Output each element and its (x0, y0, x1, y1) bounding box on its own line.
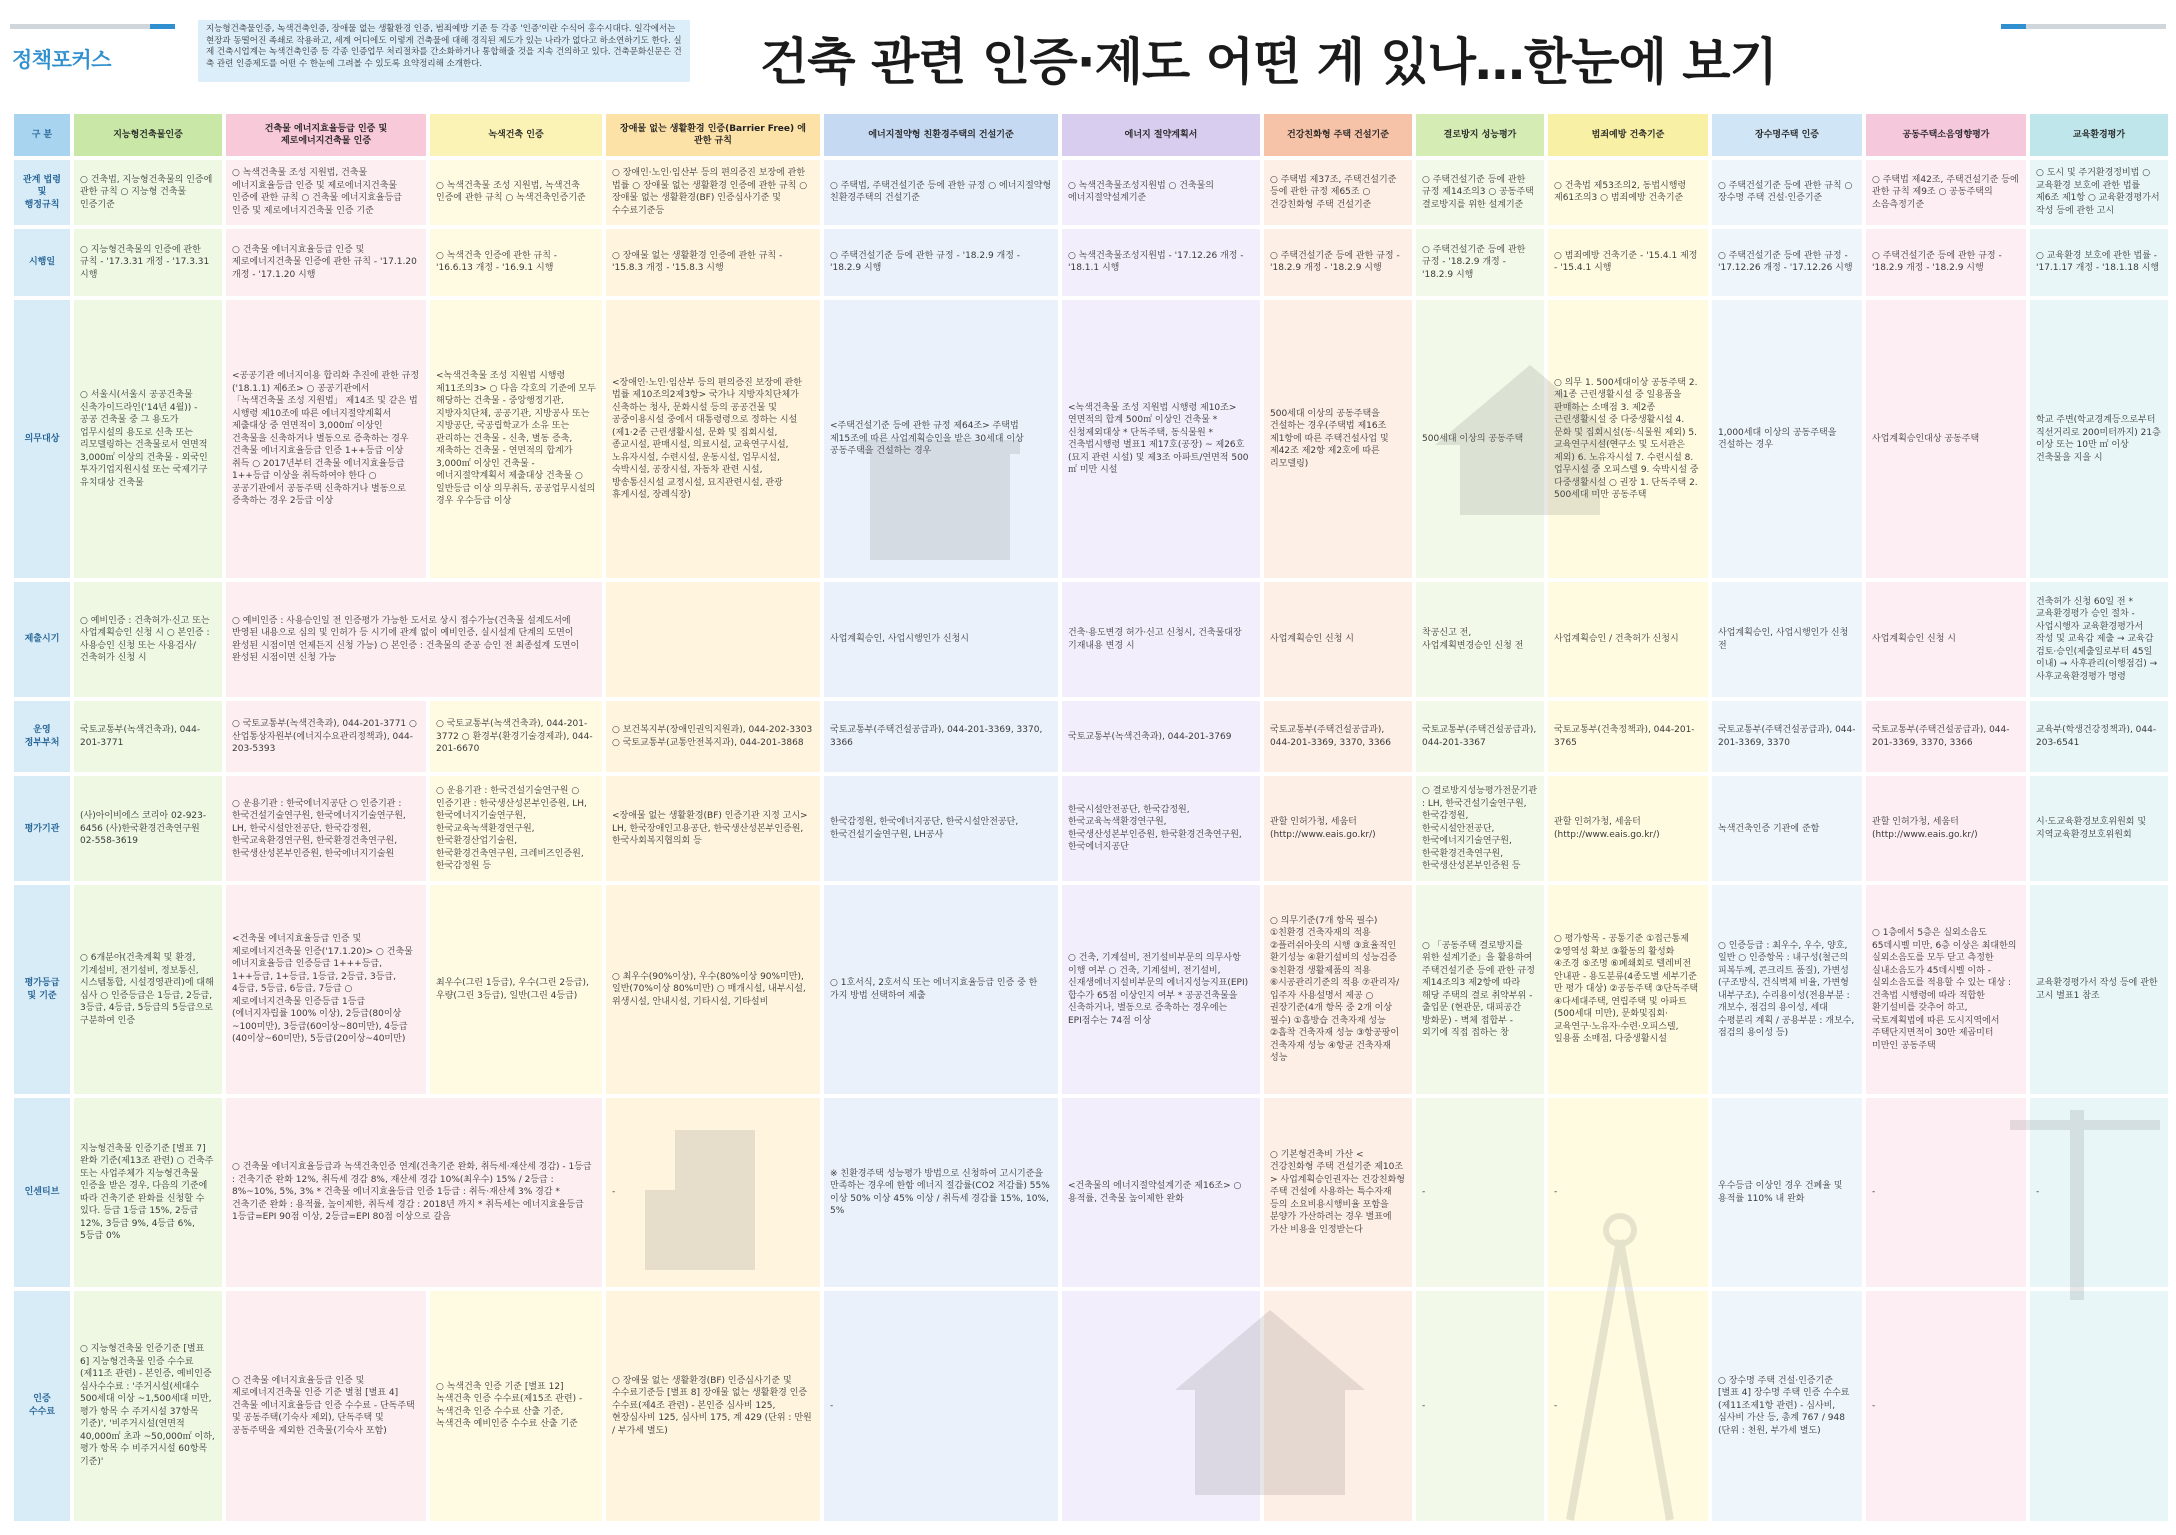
table-cell: ※ 친환경주택 성능평가 방법으로 신청하여 고시기준을 만족하는 경우에 한함 에너지 절감률(CO2 저감률) 55% 이상 50% 이상 45% 이상 / 취득세 경감률 15%, 10%, 5% (824, 1098, 1058, 1286)
table-cell: - (1548, 1291, 1708, 1521)
table-cell: ○ 녹색건축물조성지원법 ○ 건축물의 에너지절약설계기준 (1062, 160, 1260, 225)
table-cell: ○ 평가항목 - 공통기준 ①접근통제 ②영역성 확보 ③활동의 활성화 ④조경 ⑤조명 ⑥폐쇄회로 텔레비전 안내판 - 용도분류(4종도별 세부기준 만 평가 대상) ②공동주택 ③단독주택 ④다세대주택, 연립주택 및 아파트(500세대 미만), 문화및집회·교육연구·노유자·수련·오피스텔, 일용품 소매점, 다중생활시설 (1548, 885, 1708, 1094)
table-cell: ○ 건축물 에너지효율등급 인증 및 제로에너지건축물 인증 기준 별첨 [별표 4] 건축물 에너지효율등급 인증 수수료 - 단독주택 및 공동주택(기숙사 제외), 단독주택 및 공동주택을 제외한 건축물(기숙사 포함) (226, 1291, 426, 1521)
table-cell: - (606, 1098, 820, 1286)
table-cell: ○ 주택법 제37조, 주택건설기준 등에 관한 규정 제65조 ○ 건강친화형 주택 건설기준 (1264, 160, 1412, 225)
corner-header: 구 분 (14, 114, 70, 156)
table-cell: ○ 서울시(서울시 공공건축물 신축가이드라인('14년 4월)) - 공공 건축물 중 그 용도가 업무시설의 용도로 신축 또는 리모델링하는 건축물로서 연면적 3,000㎡ 이상의 건축물 - 외국인 투자기업지원시설 또는 국제기구 유치대상 건축물 (74, 300, 222, 578)
table-cell: ○ 최우수(90%이상), 우수(80%이상 90%미만), 일반(70%이상 80%미만) ○ 매개시설, 내부시설, 위생시설, 안내시설, 기타시설, 기타설비 (606, 885, 820, 1094)
table-cell: - (1866, 1098, 2026, 1286)
table-cell: ○ 지능형건축물 인증기준 [별표 6] 지능형건축물 인증 수수료(제11조 관련) - 본인증, 예비인증 심사수수료 : '주거시설(세대수 500세대 이상 ~1,500세대 미만, 평가 항목 수 주거시설 37항목 기준)', '비주거시설(연면적 40,000㎡ 초과 ~50,000㎡ 이하, 평가 항목 수 비주거시설 60항목 기준)' (74, 1291, 222, 1521)
table-cell: ○ 장애인·노인·임산부 등의 편의증진 보장에 관한 법률 ○ 장애물 없는 생활환경 인증에 관한 규칙 ○ 장애물 없는 생활환경(BF) 인증심사기준 및 수수료기준등 (606, 160, 820, 225)
table-cell: ○ 녹색건축 인증 기준 [별표 12] 녹색건축 인증 수수료(제15조 관련) - 녹색건축 인증 수수료 산출 기준, 녹색건축 예비인증 수수료 산출 기준 (430, 1291, 602, 1521)
column-header: 에너지절약형 친환경주택의 건설기준 (824, 114, 1058, 156)
table-cell (606, 582, 820, 697)
table-cell: <장애인·노인·임산부 등의 편의증진 보장에 관한 법률 제10조의2제3항> 국가나 지방자치단체가 신축하는 청사, 문화시설 등의 공공건물 및 공중이용시설 중에서 대통령령으로 정하는 시설 (제1·2종 근린생활시설, 문화 및 집회시설, 종교시설, 판매시설, 의료시설, 교육연구시설, 노유자시설, 수련시설, 운동시설, 업무시설, 숙박시설, 공장시설, 자동차 관련 시설, 방송통신시설 교정시설, 묘지관련시설, 관광 휴게시설, 장례식장) (606, 300, 820, 578)
table-cell: 최우수(그린 1등급), 우수(그린 2등급), 우량(그린 3등급), 일반(그린 4등급) (430, 885, 602, 1094)
table-cell: <주택건설기준 등에 관한 규정 제64조> 주택법 제15조에 따른 사업계획승인을 받은 30세대 이상 공동주택을 건설하는 경우 (824, 300, 1058, 578)
table-cell: ○ 범죄예방 건축기준 - '15.4.1 제정 - '15.4.1 시행 (1548, 229, 1708, 296)
table-cell: ○ 「공동주택 결로방지를 위한 설계기준」을 활용하여 주택건설기준 등에 관한 규정 제14조의3 제2항에 따라 해당 주택의 결로 취약부위 - 출입문 (현관문, 대피공간 방화문) - 벽체 접합부 - 외기에 직접 접하는 창 (1416, 885, 1544, 1094)
table-row (14, 1098, 2168, 1286)
intro-text: 지능형건축물인증, 녹색건축인증, 장애물 없는 생활환경 인증, 범죄예방 기준 등 각종 '인증'이란 수식어 홍수시대다. 일각에서는 현장과 동떨어진 족쇄로 작용하고, 세계 어디에도 이렇게 건축물에 대해 경직된 제도가 있는 나라가 없다고 하소연하기도 한다. 실제 건축시업계는 녹색건축인증 등 각종 인증업무 처리절차를 간소화하거나 통합해줄 것을 지속 건의하고 있다. 건축문화신문은 건축 관련 인증제도를 어떤 수 한눈에 그려볼 수 있도록 요약정리해 소개한다. (198, 20, 690, 82)
table-cell: 지능형건축물 인증기준 [별표 7] 완화 기준(제13조 관련) ○ 건축주 또는 사업주체가 지능형건축물 인증을 받은 경우, 다음의 기준에 따라 건축기준 완화를 신청할 수 있다. 등급 1등급 15%, 2등급 12%, 3등급 9%, 4등급 6%, 5등급 0% (74, 1098, 222, 1286)
table-cell: ○ 건축물 에너지효율등급과 녹색건축인증 연계(건축기준 완화, 취득세·재산세 경감) - 1등급 : 건축기준 완화 12%, 취득세 경감 8%, 재산세 경감 10%(최우수) 15% / 2등급 : 8%~10%, 5%, 3% * 건축물 에너지효율등급 인증 1등급 : 취득·재산세 3% 경감 * 건축기준 완화 : 용적률, 높이제한, 취득세 경감 : 2018년 까지 * 취득세는 에너지효율등급 1등급=EPI 90점 이상, 2등급=EPI 80점 이상으로 갈음 (226, 1098, 602, 1286)
table-cell: ○ 장애물 없는 생활환경(BF) 인증심사기준 및 수수료기준등 [별표 8] 장애물 없는 생활환경 인증 수수료(제4조 관련) - 본인증 심사비 125, 현장심사비 125, 심사비 175, 계 429 (단위 : 만원 / 부가세 별도) (606, 1291, 820, 1521)
table-cell: ○ 녹색건축 인증에 관한 규칙 - '16.6.13 개정 - '16.9.1 시행 (430, 229, 602, 296)
table-cell: ○ 주택건설기준 등에 관한 규정 - '18.2.9 개정 - '18.2.9 시행 (1866, 229, 2026, 296)
table-cell: ○ 주택건설기준 등에 관한 규정 - '18.2.9 개정 - '18.2.9 시행 (824, 229, 1058, 296)
table-cell: ○ 국토교통부(녹색건축과), 044-201-3771 ○ 산업통상자원부(에너지수요관리정책과), 044-203-5393 (226, 701, 426, 772)
table-cell: ○ 장수명 주택 건설·인증기준 [별표 4] 장수명 주택 인증 수수료(제11조제1항 관련) - 심사비, 심사비 가산 등, 총계 767 / 948 (단위 : 천원, 부가세 별도) (1712, 1291, 1862, 1521)
table-cell: 사업계획승인 신청 시 (1264, 582, 1412, 697)
table-cell: 국토교통부(주택건설공급과), 044-201-3369, 3370 (1712, 701, 1862, 772)
table-cell: - (824, 1291, 1058, 1521)
table-cell: - (1866, 1291, 2026, 1521)
table-cell: 녹색건축인증 기관에 준함 (1712, 776, 1862, 881)
table-cell: 한국감정원, 한국에너지공단, 한국시설안전공단, 한국건설기술연구원, LH공사 (824, 776, 1058, 881)
table-cell: 국토교통부(주택건설공급과), 044-201-3369, 3370, 3366 (1264, 701, 1412, 772)
column-header: 건축물 에너지효율등급 인증 및 제로에너지건축물 인증 (226, 114, 426, 156)
table-cell: ○ 의무기준(7개 항목 필수) ①친환경 건축자재의 적용 ②플러쉬아웃의 시행 ③효율적인 환기성능 ④환기설비의 성능검증 ⑤친환경 생활제품의 적용 ⑥시공관리기준의 적용 ⑦관리자/입주자 사용설명서 제공 ○ 권장기준(4개 항목 중 2개 이상 필수) ①흡방습 건축자재 성능 ②흡착 건축자재 성능 ③항공팡이 건축자재 성능 ④항균 건축자재 성능 (1264, 885, 1412, 1094)
table-cell: ○ 주택법 제42조, 주택건설기준 등에 관한 규칙 제9조 ○ 공동주택의 소음측정기준 (1866, 160, 2026, 225)
column-header: 녹색건축 인증 (430, 114, 602, 156)
table-cell: 사업계획승인대상 공동주택 (1866, 300, 2026, 578)
table-cell (2030, 1291, 2168, 1521)
row-header: 의무대상 (14, 300, 70, 578)
table-cell: 교육환경평가서 작성 등에 관한 고시 별표1 참조 (2030, 885, 2168, 1094)
table-cell: ○ 주택건설기준 등에 관한 규정 제14조의3 ○ 공동주택 결로방지를 위한 설계기준 (1416, 160, 1544, 225)
certification-table (10, 110, 2172, 1525)
header-rule-left (10, 24, 175, 29)
row-header: 평가기관 (14, 776, 70, 881)
table-cell: 사업계획승인 / 건축허가 신청시 (1548, 582, 1708, 697)
column-header: 공동주택소음영향평가 (1866, 114, 2026, 156)
table-cell: ○ 지능형건축물의 인증에 관한 규칙 - '17.3.31 개정 - '17.3.31 시행 (74, 229, 222, 296)
table-cell: ○ 도시 및 주거환경정비법 ○ 교육환경 보호에 관한 법률 제6조 제1항 ○ 교육환경평가서 작성 등에 관한 고시 (2030, 160, 2168, 225)
table-cell: ○ 예비인증 : 건축허가·신고 또는 사업계획승인 신청 시 ○ 본인증 : 사용승인 신청 또는 사용검사/건축허가 신청 시 (74, 582, 222, 697)
column-header: 교육환경평가 (2030, 114, 2168, 156)
table-cell: 500세대 이상의 공동주택 (1416, 300, 1544, 578)
table-cell: 국토교통부(건축정책과), 044-201-3765 (1548, 701, 1708, 772)
table-cell: - (2030, 1098, 2168, 1286)
table-cell: 국토교통부(주택건설공급과), 044-201-3367 (1416, 701, 1544, 772)
row-header: 관계 법령 및 행정규칙 (14, 160, 70, 225)
table-cell: <녹색건축물 조성 지원법 시행령 제10조> 연면적의 합계 500㎡ 이상인 건축물 * 신청제외대상 * 단독주택, 동식물원 * 건축법시행령 별표1 제17호(공장) ~ 제26호(묘지 관련 시설) 및 제3조 아파트/연면적 500㎡ 미만 시설 (1062, 300, 1260, 578)
table-cell (1264, 1291, 1412, 1521)
table-cell: 500세대 이상의 공동주택을 건설하는 경우(주택법 제16조 제1항에 따른 주택건설사업 및 제42조 제2항 제2호에 따른 리모델링) (1264, 300, 1412, 578)
table-cell: 우수등급 이상인 경우 건폐율 및 용적률 110% 내 완화 (1712, 1098, 1862, 1286)
page-title: 건축 관련 인증·제도 어떤 게 있나…한눈에 보기 (760, 33, 1777, 91)
table-row (14, 160, 2168, 225)
table-row (14, 582, 2168, 697)
table-cell: 착공신고 전, 사업계획변경승인 신청 전 (1416, 582, 1544, 697)
column-header: 장애물 없는 생활환경 인증(Barrier Free) 에 관한 규칙 (606, 114, 820, 156)
table-cell: ○ 운용기관 : 한국건설기술연구원 ○ 인증기관 : 한국생산성본부인증원, LH, 한국에너지기술연구원, 한국교육녹색환경연구원, 한국환경산업기술원, 한국환경건축연구원, 크레비즈인증원, 한국감정원 등 (430, 776, 602, 881)
table-cell: - (1548, 1098, 1708, 1286)
row-header: 시행일 (14, 229, 70, 296)
table-cell: ○ 주택건설기준 등에 관한 규정 - '18.2.9 개정 - '18.2.9 시행 (1264, 229, 1412, 296)
column-header: 에너지 절약계획서 (1062, 114, 1260, 156)
table-header-row (14, 114, 2168, 156)
row-header: 운영 정부부처 (14, 701, 70, 772)
table-cell: <장애물 없는 생활환경(BF) 인증기관 지정 고시> LH, 한국장애인고용공단, 한국생산성본부인증원, 한국사회복지협의회 등 (606, 776, 820, 881)
table-cell: 시·도교육환경보호위원회 및 지역교육환경보호위원회 (2030, 776, 2168, 881)
table-cell: 관할 인허가청, 세움터(http://www.eais.go.kr/) (1866, 776, 2026, 881)
table-row (14, 229, 2168, 296)
table-cell: <녹색건축물 조성 지원법 시행령 제11조의3> ○ 다음 각호의 기준에 모두 해당하는 건축물 - 중앙행정기관, 지방자치단체, 공공기관, 지방공사 또는 지방공단, 국공립학교가 소유 또는 관리하는 건축물 - 신축, 별동 증축, 재축하는 건축물 - 연면적의 합계가 3,000㎡ 이상인 건축물 - 에너지절약계획서 제출대상 건축물 ○ 일반등급 이상 의무취득, 공공업무시설의 경우 우수등급 이상 (430, 300, 602, 578)
table-cell: 사업계획승인 신청 시 (1866, 582, 2026, 697)
table-cell: <건축물 에너지효율등급 인증 및 제로에너지건축물 인증('17.1.20)> ○ 건축물 에너지효율등급 인증등급 1+++등급, 1++등급, 1+등급, 1등급, 2등급, 3등급, 4등급, 5등급, 6등급, 7등급 ○ 제로에너지건축물 인증등급 1등급(에너지자립률 100% 이상), 2등급(80이상~100미만), 3등급(60이상~80미만), 4등급(40이상~60미만), 5등급(20이상~40미만) (226, 885, 426, 1094)
table-cell: 사업계획승인, 사업시행인가 신청 전 (1712, 582, 1862, 697)
table-cell: ○ 녹색건축물 조성 지원법, 건축물 에너지효율등급 인증 및 제로에너지건축물 인증에 관한 규칙 ○ 건축물 에너지효율등급 인증 및 제로에너지건축물 인증 기준 (226, 160, 426, 225)
table-cell: ○ 건축법, 지능형건축물의 인증에 관한 규칙 ○ 지능형 건축물 인증기준 (74, 160, 222, 225)
table-cell: 관할 인허가청, 세움터(http://www.eais.go.kr/) (1548, 776, 1708, 881)
table-cell: 교육부(학생건강정책과), 044-203-6541 (2030, 701, 2168, 772)
table-cell: ○ 의무 1. 500세대이상 공동주택 2. 제1종 근린생활시설 중 일용품을 판매하는 소매점 3. 제2종 근린생활시설 중 다중생활시설 4. 문화 및 집회시설(동·식물원 제외) 5. 교육연구시설(연구소 및 도서관은 제외) 6. 노유자시설 7. 수련시설 8. 업무시설 중 오피스텔 9. 숙박시설 중 다중생활시설 ○ 권장 1. 단독주택 2. 500세대 미만 공동주택 (1548, 300, 1708, 578)
table-cell: - (1416, 1291, 1544, 1521)
table-cell: ○ 1층에서 5층은 실외소음도 65데시벨 미만, 6층 이상은 최대한의 실외소음도를 모두 닫고 측정한 실내소음도가 45데시벨 이하 - 실외소음도를 적용할 수 있는 대상 : 건축법 시행령에 따라 적합한 환기설비를 갖추어 하고, 국토계획법에 따른 도시지역에서 주택단지면적이 30만 제곱미터 미만인 공동주택 (1866, 885, 2026, 1094)
table-cell: ○ 결로방지성능평가전문기관 : LH, 한국건설기술연구원, 한국감정원, 한국시설안전공단, 한국에너지기술연구원, 한국환경건축연구원, 한국생산성본부인증원 등 (1416, 776, 1544, 881)
header-rule-right (2001, 24, 2166, 29)
table-cell: ○ 녹색건축물조성지원법 - '17.12.26 개정 - '18.1.1 시행 (1062, 229, 1260, 296)
table-cell: ○ 기본형건축비 가산 <건강친화형 주택 건설기준 제10조> 사업계획승인권자는 건강친화형 주택 건설에 사용하는 특수자재 등의 소요비용시행비율 포함을 분양가 가산하려는 경우 별표에 가산 비용을 인정받는다 (1264, 1098, 1412, 1286)
table-row (14, 776, 2168, 881)
table-cell: ○ 건축법 제53조의2, 동법시행령 제61조의3 ○ 범죄예방 건축기준 (1548, 160, 1708, 225)
table-row (14, 1291, 2168, 1521)
table-cell (1062, 1291, 1260, 1521)
table-cell: ○ 주택건설기준 등에 관한 규정 - '17.12.26 개정 - '17.12.26 시행 (1712, 229, 1862, 296)
table-cell: ○ 건축물 에너지효율등급 인증 및 제로에너지건축물 인증에 관한 규칙 - '17.1.20 개정 - '17.1.20 시행 (226, 229, 426, 296)
table-cell: ○ 교육환경 보호에 관한 법률 - '17.1.17 개정 - '18.1.18 시행 (2030, 229, 2168, 296)
table-cell: (사)아이비에스 코리아 02-923-6456 (사)한국환경건축연구원 02-558-3619 (74, 776, 222, 881)
table-cell: 국토교통부(주택건설공급과), 044-201-3369, 3370, 3366 (1866, 701, 2026, 772)
table-cell: ○ 주택법, 주택건설기준 등에 관한 규정 ○ 에너지절약형 친환경주택의 건설기준 (824, 160, 1058, 225)
table-cell: 한국시설안전공단, 한국감정원, 한국교육녹색환경연구원, 한국생산성본부인증원, 한국환경건축연구원, 한국에너지공단 (1062, 776, 1260, 881)
table-cell: 1,000세대 이상의 공동주택을 건설하는 경우 (1712, 300, 1862, 578)
table-cell: ○ 인증등급 : 최우수, 우수, 양호, 일반 ○ 인증항목 : 내구성(철근의 피복두께, 콘크리트 품질), 가변성(구조방식, 건식벽체 비율, 가변형 내부구조), 수리용이성(전용부분 : 개보수, 점검의 용이성, 세대 수평분리 계획 / 공용부분 : 개보수, 점검의 용이성 등) (1712, 885, 1862, 1094)
column-header: 건강친화형 주택 건설기준 (1264, 114, 1412, 156)
table-cell: ○ 6개분야(건축계획 및 환경, 기계설비, 전기설비, 정보통신, 시스템통합, 시설경영관리)에 대해 심사 ○ 인증등급은 1등급, 2등급, 3등급, 4등급, 5등급의 5등급으로 구분하여 인증 (74, 885, 222, 1094)
table-cell: ○ 예비인증 : 사용승인일 전 인증평가 가능한 도서로 상시 접수가능(건축물 설계도서에 반영된 내용으로 심의 및 인허가 등 시기에 관계 없이 예비인증, 실시설계 단계의 도면이 완성된 시점이면 언제든지 신청 가능) ○ 본인증 : 건축물의 준공 승인 전 최종설계 도면이 완성된 시점이면 신청 가능 (226, 582, 602, 697)
table-cell: 학교 주변(학교경계등으로부터 직선거리로 200미터까지) 21층 이상 또는 10만 ㎡ 이상 건축물을 지을 시 (2030, 300, 2168, 578)
table-cell: 국토교통부(녹색건축과), 044-201-3771 (74, 701, 222, 772)
table-cell: ○ 주택건설기준 등에 관한 규정 - '18.2.9 개정 - '18.2.9 시행 (1416, 229, 1544, 296)
column-header: 범죄예방 건축기준 (1548, 114, 1708, 156)
brand-label: 정책포커스 (12, 48, 111, 72)
table-cell: 건축허가 신청 60일 전 * 교육환경평가 승인 절차 - 사업시행자 교육환경평가서 작성 및 교육감 제출 → 교육감 검토·승인(제출일로부터 45일 이내) → 사후관리(이행점검) → 사후교육환경평가 명령 (2030, 582, 2168, 697)
table-cell: ○ 보건복지부(장애인권익지원과), 044-202-3303 ○ 국토교통부(교통안전복지과), 044-201-3868 (606, 701, 820, 772)
table-row (14, 701, 2168, 772)
row-header: 제출시기 (14, 582, 70, 697)
table-cell: ○ 국토교통부(녹색건축과), 044-201-3772 ○ 환경부(환경기술경제과), 044-201-6670 (430, 701, 602, 772)
table-cell: ○ 운용기관 : 한국에너지공단 ○ 인증기관 : 한국건설기술연구원, 한국에너지기술연구원, LH, 한국시설안전공단, 한국감정원, 한국교육환경연구원, 한국환경건축연구원, 한국생산성본부인증원, 한국에너지기술원 (226, 776, 426, 881)
table-cell: ○ 건축, 기계설비, 전기설비부문의 의무사항 이행 여부 ○ 건축, 기계설비, 전기설비, 신재생에너지설비부문의 에너지성능지표(EPI) 합수가 65점 이상인지 여부 * 공공건축물을 신축하거나, 별동으로 증축하는 경우에는 EPI점수는 74점 이상 (1062, 885, 1260, 1094)
page-header (0, 0, 2176, 100)
table-cell: - (1416, 1098, 1544, 1286)
table-cell: <공공기관 에너지이용 합리화 추진에 관한 규정('18.1.1) 제6조> ○ 공공기관에서 「녹색건축물 조성 지원법」 제14조 및 같은 법 시행령 제10조에 따른 에너지절약계획서 제출대상 중 연면적이 3,000㎡ 이상인 건축물을 신축하거나 별동으로 증축하는 경우 건축물 에너지효율등급 인증 1++등급 이상 취득 ○ 2017년부터 건축물 에너지효율등급 1++등급 이상을 취득하여야 한다 ○ 공공기관에서 공동주택 신축하거나 별동으로 증축하는 경우 2등급 이상 (226, 300, 426, 578)
column-header: 결로방지 성능평가 (1416, 114, 1544, 156)
table-cell: 사업계획승인, 사업시행인가 신청시 (824, 582, 1058, 697)
table-cell: <건축물의 에너지절약설계기준 제16조> ○ 용적률, 건축물 높이제한 완화 (1062, 1098, 1260, 1286)
table-cell: ○ 장애물 없는 생활환경 인증에 관한 규칙 - '15.8.3 개정 - '15.8.3 시행 (606, 229, 820, 296)
table-cell: 국토교통부(주택건설공급과), 044-201-3369, 3370, 3366 (824, 701, 1058, 772)
row-header: 인센티브 (14, 1098, 70, 1286)
row-header: 평가등급 및 기준 (14, 885, 70, 1094)
table-cell: ○ 녹색건축물 조성 지원법, 녹색건축 인증에 관한 규칙 ○ 녹색건축인증기준 (430, 160, 602, 225)
table-cell: ○ 주택건설기준 등에 관한 규칙 ○ 장수명 주택 건설·인증기준 (1712, 160, 1862, 225)
column-header: 장수명주택 인증 (1712, 114, 1862, 156)
column-header: 지능형건축물인증 (74, 114, 222, 156)
table-cell: 건축·용도변경 허가·신고 신청시, 건축물대장 기재내용 변경 시 (1062, 582, 1260, 697)
table-cell: 국토교통부(녹색건축과), 044-201-3769 (1062, 701, 1260, 772)
table-row (14, 300, 2168, 578)
table-cell: 관할 인허가청, 세움터(http://www.eais.go.kr/) (1264, 776, 1412, 881)
table-cell: ○ 1호서식, 2호서식 또는 에너지효율등급 인증 중 한 가지 방법 선택하여 제출 (824, 885, 1058, 1094)
table-row (14, 885, 2168, 1094)
row-header: 인증 수수료 (14, 1291, 70, 1521)
